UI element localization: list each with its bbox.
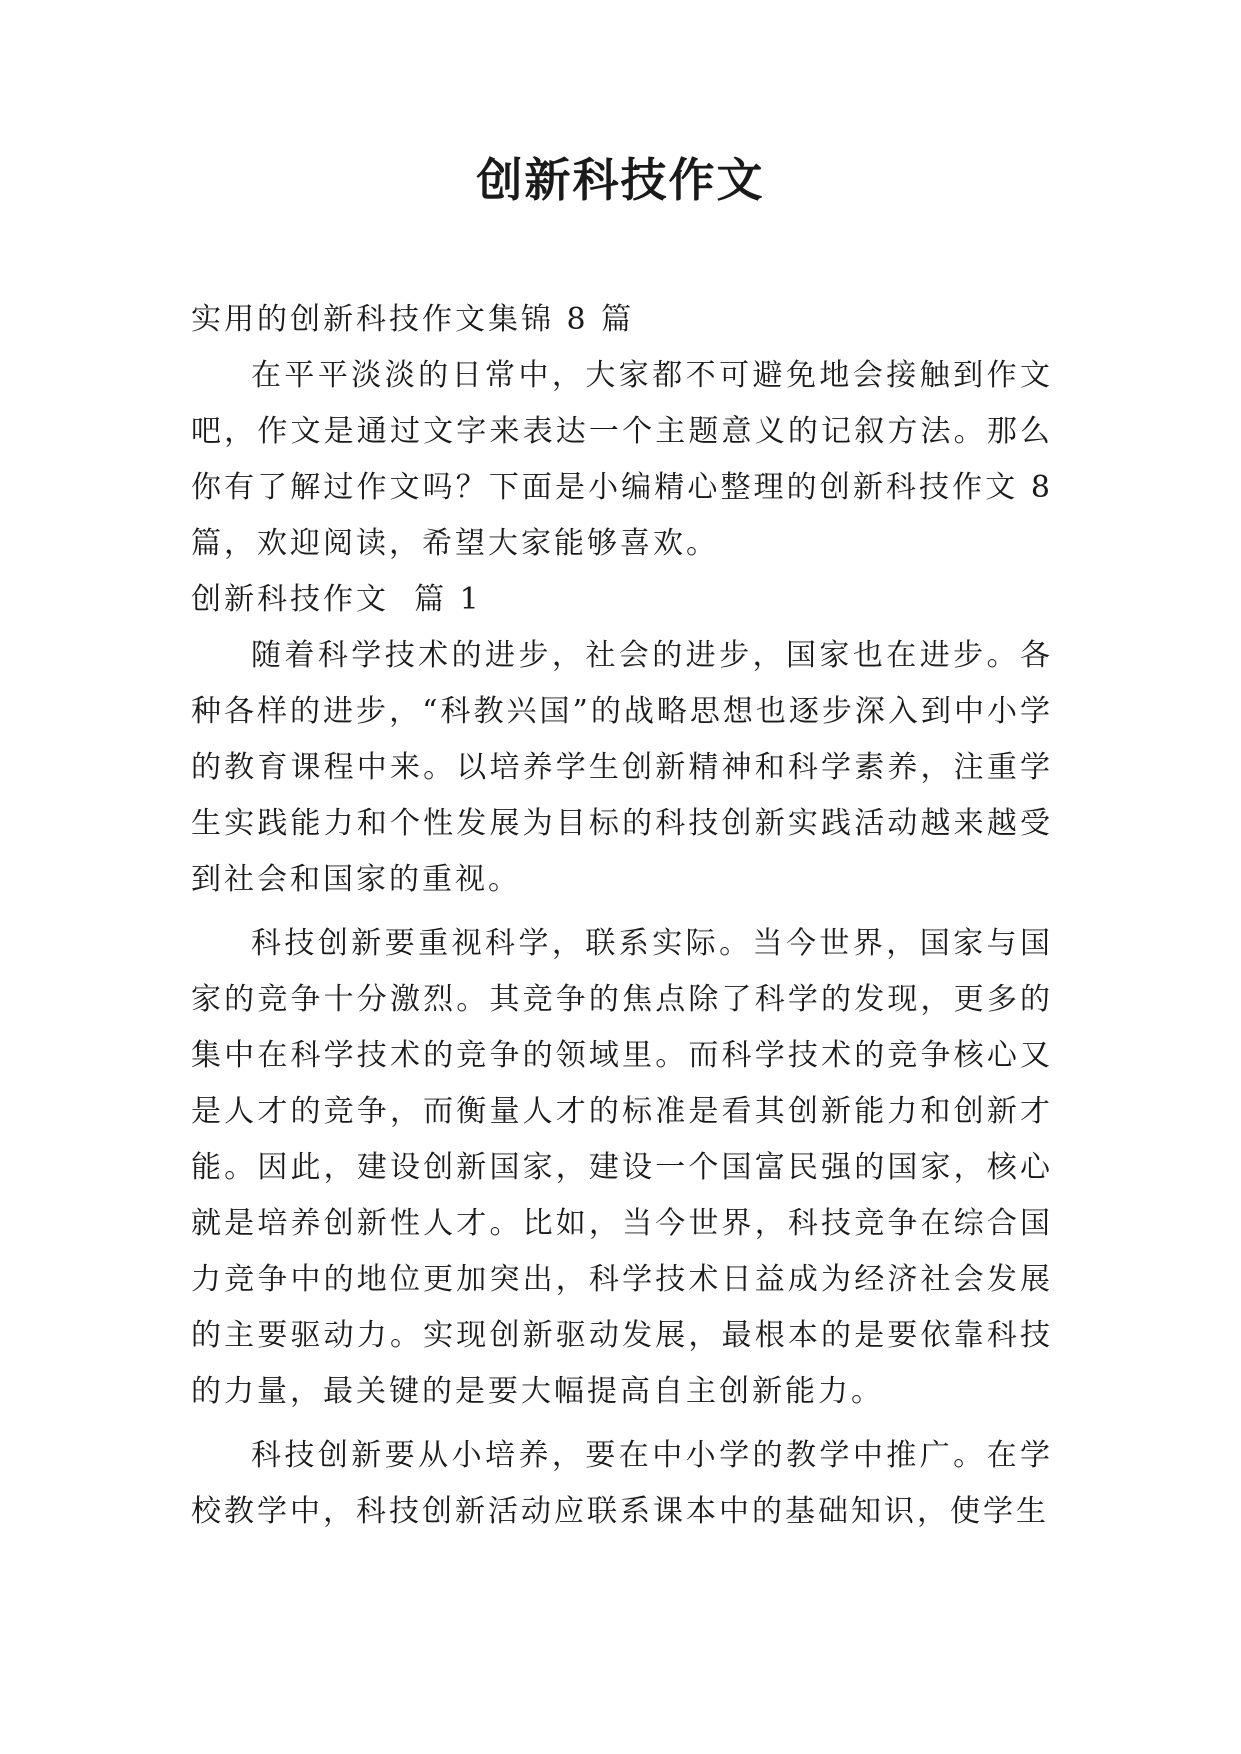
intro-paragraph: 在平平淡淡的日常中，大家都不可避免地会接触到作文吧，作文是通过文字来表达一个主题意义的记叙方法。那么你有了解过作文吗？下面是小编精心整理的创新科技作文 8 篇，欢迎阅读，希望大家能够喜欢。 [191,358,1053,561]
body-paragraph-2: 科技创新要重视科学，联系实际。当今世界，国家与国家的竞争十分激烈。其竞争的焦点除了科学的发现，更多的集中在科学技术的竞争的领域里。而科学技术的竞争核心又是人才的竞争，而衡量人才的标准是看其创新能力和创新才能。因此，建设创新国家，建设一个国富民强的国家，核心就是培养创新性人才。比如，当今世界，科技竞争在综合国力竞争中的地位更加突出，科学技术日益成为经济社会发展的主要驱动力。实现创新驱动发展，最根本的是要依靠科技的力量，最关键的是要大幅提高自主创新能力。 [191,926,1053,1409]
body-paragraph-3: 科技创新要从小培养，要在中小学的教学中推广。在学校教学中，科技创新活动应联系课本中的基础知识，使学生 [191,1438,1053,1529]
document-body [191,292,1053,1540]
body-paragraph-1: 随着科学技术的进步，社会的进步，国家也在进步。各种各样的进步，“科教兴国”的战略思想也逐步深入到中小学的教育课程中来。以培养学生创新精神和科学素养，注重学生实践能力和个性发展为目标的科技创新实践活动越来越受到社会和国家的重视。 [191,638,1053,897]
document-subtitle: 实用的创新科技作文集锦 8 篇 [191,302,635,337]
section-heading: 创新科技作文 篇 1 [191,582,482,617]
document-title: 创新科技作文 [476,153,765,207]
